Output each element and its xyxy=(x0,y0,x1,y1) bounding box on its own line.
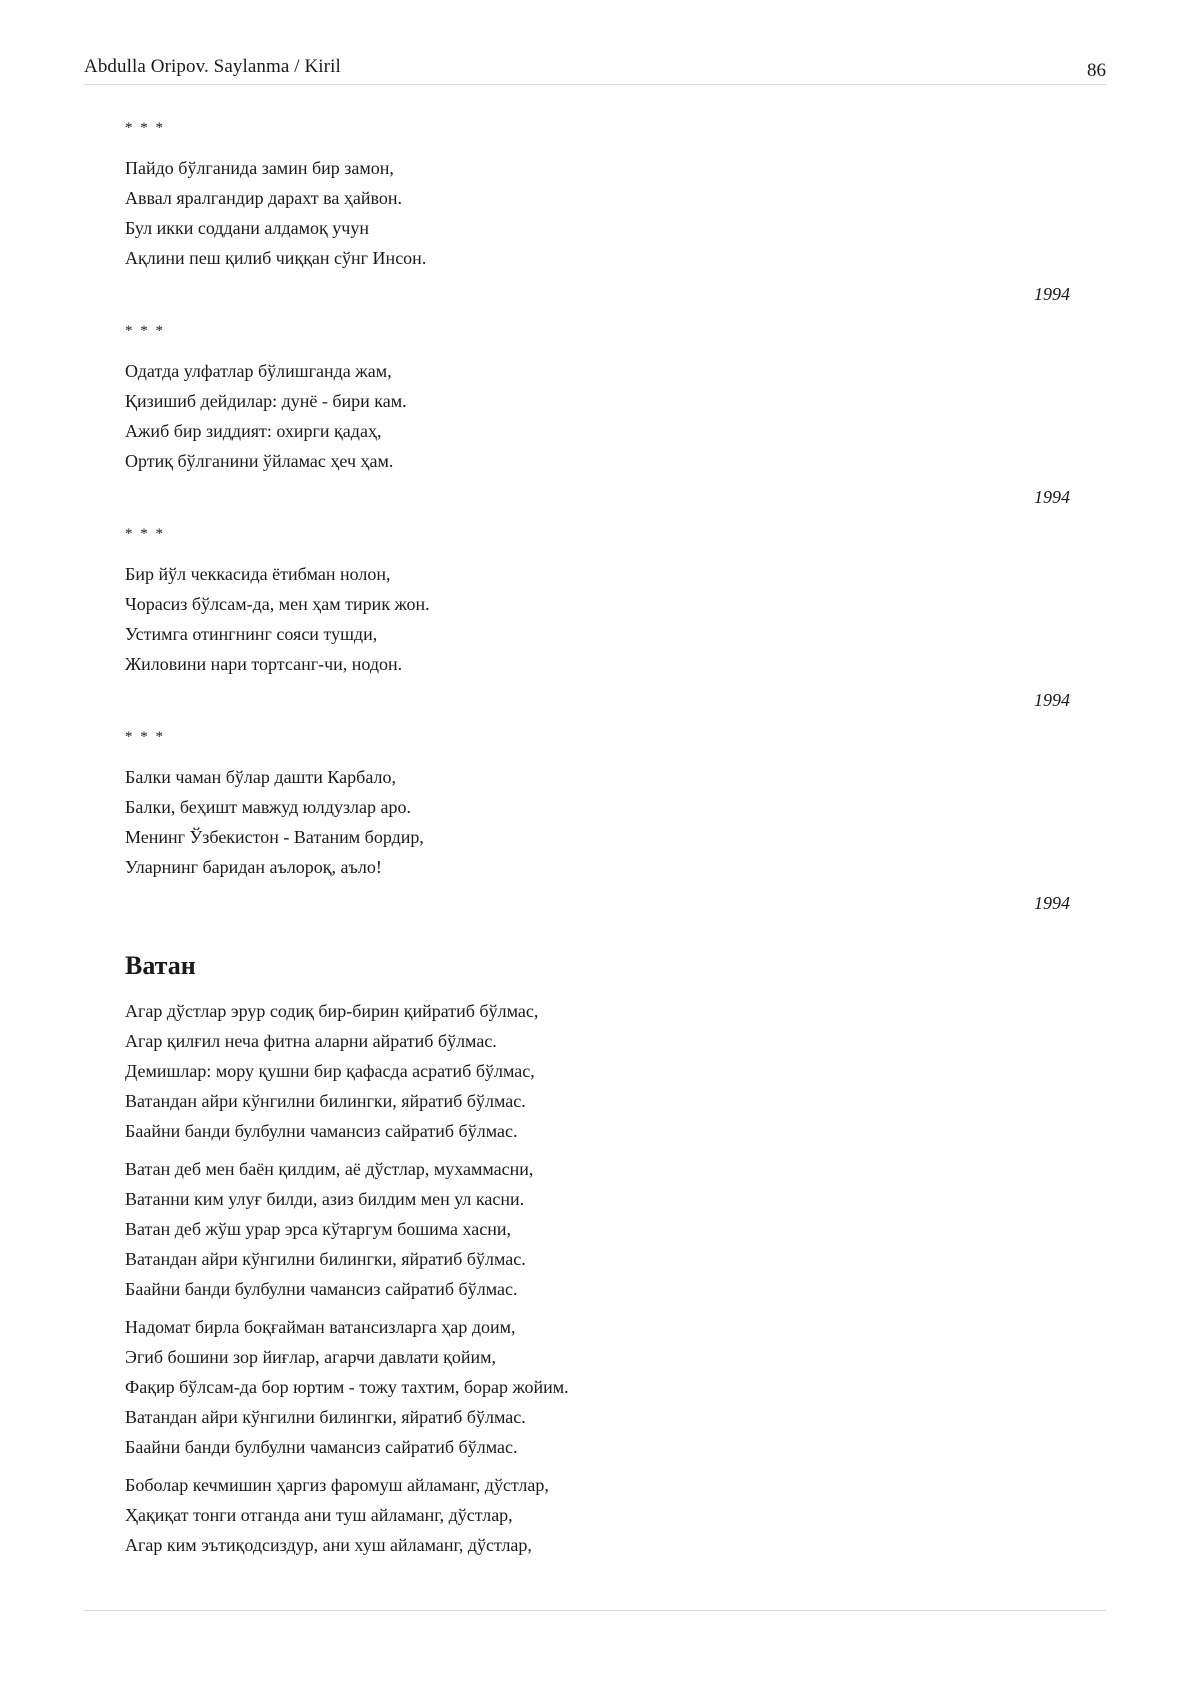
section-separator: * * * xyxy=(125,729,165,745)
section-separator: * * * xyxy=(125,526,165,542)
verse-line: Жиловини нари тортсанг-чи, нодон. xyxy=(125,654,403,674)
poem-stanza-3 xyxy=(125,1312,1070,1462)
verse-line: Ватандан айри кўнгилни билингки, яйратиб бўлмас. xyxy=(125,1249,526,1269)
poem-date: 1994 xyxy=(1034,893,1070,913)
verse-line: Пайдо бўлганида замин бир замон, xyxy=(125,158,394,178)
verse-line: Агар қилғил неча фитна аларни айратиб бўлмас. xyxy=(125,1031,497,1051)
verse-line: Ватан деб мен баён қилдим, аё дўстлар, мухаммасни, xyxy=(125,1159,534,1179)
page-content xyxy=(125,118,1070,1568)
verse-line: Уларнинг баридан аълороқ, аъло! xyxy=(125,857,382,877)
poem-date: 1994 xyxy=(1034,284,1070,304)
rubai-3 xyxy=(125,524,1070,715)
verse-line: Ажиб бир зиддият: охирги қадаҳ, xyxy=(125,421,382,441)
poem-stanza-4 xyxy=(125,1470,1070,1560)
verse-line: Ҳақиқат тонги отганда ани туш айламанг, дўстлар, xyxy=(125,1505,513,1525)
verse-line: Балки чаман бўлар дашти Карбало, xyxy=(125,767,396,787)
verse-line: Ватан деб жўш урар эрса кўтаргум бошима хасни, xyxy=(125,1219,512,1239)
verse-line: Фақир бўлсам-да бор юртим - тожу тахтим, борар жойим. xyxy=(125,1377,569,1397)
verse-line: Боболар кечмишин ҳаргиз фаромуш айламанг, дўстлар, xyxy=(125,1475,549,1495)
section-separator: * * * xyxy=(125,323,165,339)
page-header xyxy=(84,54,1106,85)
verse-line: Баайни банди булбулни чамансиз сайратиб бўлмас. xyxy=(125,1437,518,1457)
verse-line: Агар дўстлар эрур содиқ бир-бирин қийратиб бўлмас, xyxy=(125,1001,539,1021)
poem-date: 1994 xyxy=(1034,690,1070,710)
poem-stanza-1 xyxy=(125,996,1070,1146)
verse-line: Ватанни ким улуғ билди, азиз билдим мен ул касни. xyxy=(125,1189,525,1209)
verse-line: Баайни банди булбулни чамансиз сайратиб бўлмас. xyxy=(125,1279,518,1299)
verse-line: Ортиқ бўлганини ўйламас ҳеч ҳам. xyxy=(125,451,394,471)
verse-line: Бул икки соддани алдамоқ учун xyxy=(125,218,369,238)
verse-line: Баайни банди булбулни чамансиз сайратиб бўлмас. xyxy=(125,1121,518,1141)
verse-line: Чорасиз бўлсам-да, мен ҳам тирик жон. xyxy=(125,594,430,614)
verse-line: Демишлар: мору қушни бир қафасда асратиб бўлмас, xyxy=(125,1061,535,1081)
poem-title: Ватан xyxy=(125,951,196,980)
verse-line: Ватандан айри кўнгилни билингки, яйратиб бўлмас. xyxy=(125,1407,526,1427)
verse-line: Балки, беҳишт мавжуд юлдузлар аро. xyxy=(125,797,412,817)
section-separator: * * * xyxy=(125,120,165,136)
verse-line: Агар ким эътиқодсиздур, ани хуш айламанг, дўстлар, xyxy=(125,1535,532,1555)
page-number: 86 xyxy=(1087,60,1106,81)
rubai-2 xyxy=(125,321,1070,512)
verse-line: Менинг Ўзбекистон - Ватаним бордир, xyxy=(125,827,424,847)
poem-date: 1994 xyxy=(1034,487,1070,507)
verse-line: Эгиб бошини зор йиғлар, агарчи давлати қойим, xyxy=(125,1347,497,1367)
verse-line: Устимга отингнинг сояси тушди, xyxy=(125,624,378,644)
verse-line: Қизишиб дейдилар: дунё - бири кам. xyxy=(125,391,407,411)
footer-divider xyxy=(84,1610,1106,1611)
verse-line: Аввал яралгандир дарахт ва ҳайвон. xyxy=(125,188,403,208)
poem-stanza-2 xyxy=(125,1154,1070,1304)
verse-line: Ақлини пеш қилиб чиққан сўнг Инсон. xyxy=(125,248,427,268)
rubai-1 xyxy=(125,118,1070,309)
verse-line: Ватандан айри кўнгилни билингки, яйратиб бўлмас. xyxy=(125,1091,526,1111)
verse-line: Одатда улфатлар бўлишганда жам, xyxy=(125,361,392,381)
rubai-4 xyxy=(125,727,1070,918)
verse-line: Надомат бирла боқғайман ватансизларга ҳар доим, xyxy=(125,1317,516,1337)
verse-line: Бир йўл чеккасида ётибман нолон, xyxy=(125,564,391,584)
running-title: Abdulla Oripov. Saylanma / Kiril xyxy=(84,56,341,77)
